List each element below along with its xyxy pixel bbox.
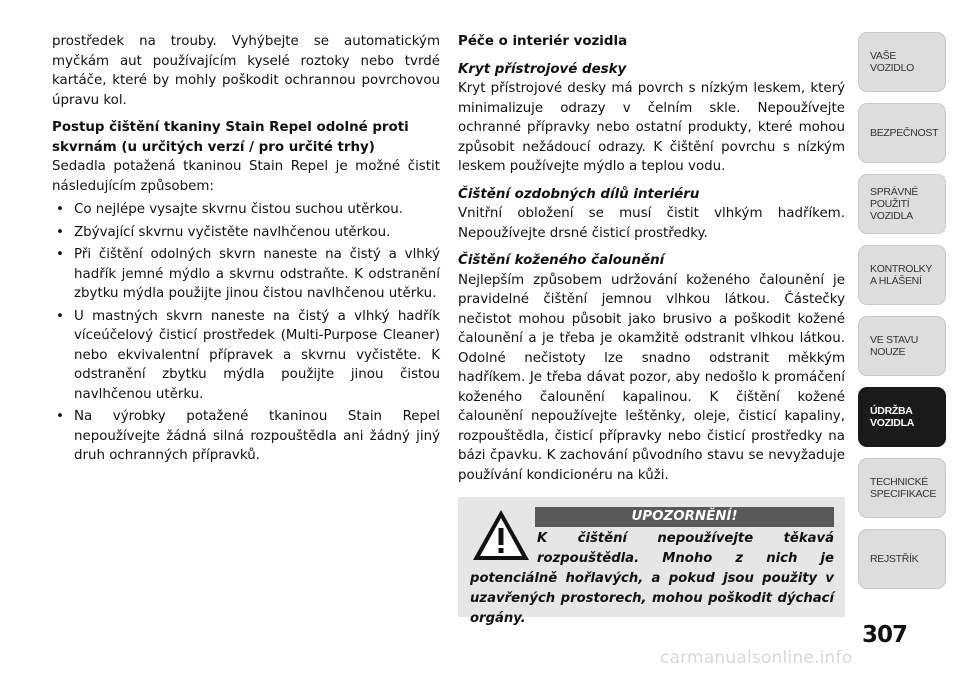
tab-safety[interactable] bbox=[858, 103, 946, 163]
dashboard-cover-title: Kryt přístrojové desky bbox=[458, 61, 627, 77]
tab-specifications[interactable] bbox=[858, 458, 946, 518]
tab-label: BEZPEČNOST bbox=[870, 127, 939, 139]
chapter-tabs bbox=[858, 32, 946, 600]
tab-label: REJSTŘÍK bbox=[870, 553, 919, 565]
tab-label: VE STAVU NOUZE bbox=[870, 334, 918, 358]
interior-care-heading: Péče o interiér vozidla bbox=[458, 34, 628, 49]
tab-label: ÚDRŽBA VOZIDLA bbox=[870, 405, 914, 429]
cleaning-steps-list bbox=[52, 200, 440, 466]
trim-cleaning-text: Vnitřní obložení se musí čistit vlhkým hadříkem. Nepoužívejte drsné čisticí prostředky. bbox=[458, 206, 845, 241]
leather-cleaning-title: Čištění koženého čalounění bbox=[458, 253, 665, 268]
warning-title: UPOZORNĚNÍ! bbox=[535, 507, 834, 527]
stain-repel-heading: Postup čištění tkaniny Stain Repel odolné proti skvrnám (u určitých verzí / pro určité trhy) bbox=[52, 120, 409, 155]
tab-your-vehicle[interactable] bbox=[858, 32, 946, 92]
list-item: • Zbývající skvrnu vyčistěte navlhčenou utěrkou. bbox=[52, 223, 440, 243]
tab-maintenance[interactable] bbox=[858, 387, 946, 447]
warning-text: K čištění nepoužívejte těkavá rozpouštědla. Mnoho z nich je potenciálně hořlavých, a pokud jsou použity v uzavřených prostorech, mohou poškodit dýchací orgány. bbox=[470, 531, 834, 626]
seats-paragraph: Sedadla potažená tkaninou Stain Repel je možné čistit následujícím způsobem: bbox=[52, 159, 440, 194]
tab-emergency[interactable] bbox=[858, 316, 946, 376]
right-column bbox=[458, 32, 845, 485]
dashboard-cover-text: Kryt přístrojové desky má povrch s nízkým leskem, který minimalizuje odrazy v čelním skle. Nepoužívejte ochranné přípravky nebo ostatní produkty, které mohou způsobit nežádoucí odrazy. K čištění povrchu s nízkým leskem používejte mýdlo a teplou vodu. bbox=[458, 81, 845, 174]
tab-label: TECHNICKÉ SPECIFIKACE bbox=[870, 476, 937, 500]
tab-label: KONTROLKY A HLÁŠENÍ bbox=[870, 263, 933, 287]
tab-warning-lights[interactable] bbox=[858, 245, 946, 305]
warning-text-wrap bbox=[470, 529, 834, 629]
tab-label: SPRÁVNÉ POUŽITÍ VOZIDLA bbox=[870, 186, 919, 222]
page-number: 307 bbox=[862, 622, 908, 648]
tab-index[interactable] bbox=[858, 529, 946, 589]
list-item: • U mastných skvrn naneste na čistý a vlhký hadřík víceúčelový čisticí prostředek (Multi-Purpose Cleaner) nebo ekvivalentní přípravek a skvrnu vyčistěte. K odstranění zbytku mýdla použijte jinou čistou navlhčenou utěrku. bbox=[52, 307, 440, 405]
trim-cleaning-title: Čištění ozdobných dílů interiéru bbox=[458, 186, 700, 202]
list-item: • Co nejlépe vysajte skvrnu čistou suchou utěrkou. bbox=[52, 200, 440, 220]
intro-paragraph: prostředek na trouby. Vyhýbejte se automatickým myčkám aut používajícím kyselé roztoky nebo tvrdé kartáče, které by mohly poškodit ochrannou povrchovou úpravu kol. bbox=[52, 34, 440, 108]
tab-label: VAŠE VOZIDLO bbox=[870, 50, 914, 74]
tab-correct-use[interactable] bbox=[858, 174, 946, 234]
list-item: • Na výrobky potažené tkaninou Stain Repel nepoužívejte žádná silná rozpouštědla ani žádný jiný druh ochranných přípravků. bbox=[52, 407, 440, 466]
leather-cleaning-text: Nejlepším způsobem udržování koženého čalounění je pravidelné čištění jemnou vlhkou látkou. Částečky nečistot mohou působit jako brusivo a poškodit kožené čalounění a je třeba je okamžitě odstranit vlhkou látkou. Odolné nečistoty lze snadno odstranit měkkým hadříkem. Je třeba dávat pozor, aby nedošlo k promáčení koženého čalounění kapalinou. K čištění kožené čalounění nepoužívejte leštěnky, oleje, čisticí kapaliny, rozpouštědla, čisticí přípravky nebo čisticí prostředky na bázi čpavku. K zachování původního stavu se nevyžaduje používání kondicionéru na kůži. bbox=[458, 272, 845, 483]
warning-box bbox=[458, 497, 845, 626]
left-column bbox=[52, 32, 440, 469]
list-item: • Při čištění odolných skvrn naneste na čistý a vlhký hadřík jemné mýdlo a skvrnu odstraňte. K odstranění zbytku mýdla použijte jinou čistou navlhčenou utěrku. bbox=[52, 245, 440, 304]
watermark: carmanualsonline.info bbox=[660, 648, 853, 668]
